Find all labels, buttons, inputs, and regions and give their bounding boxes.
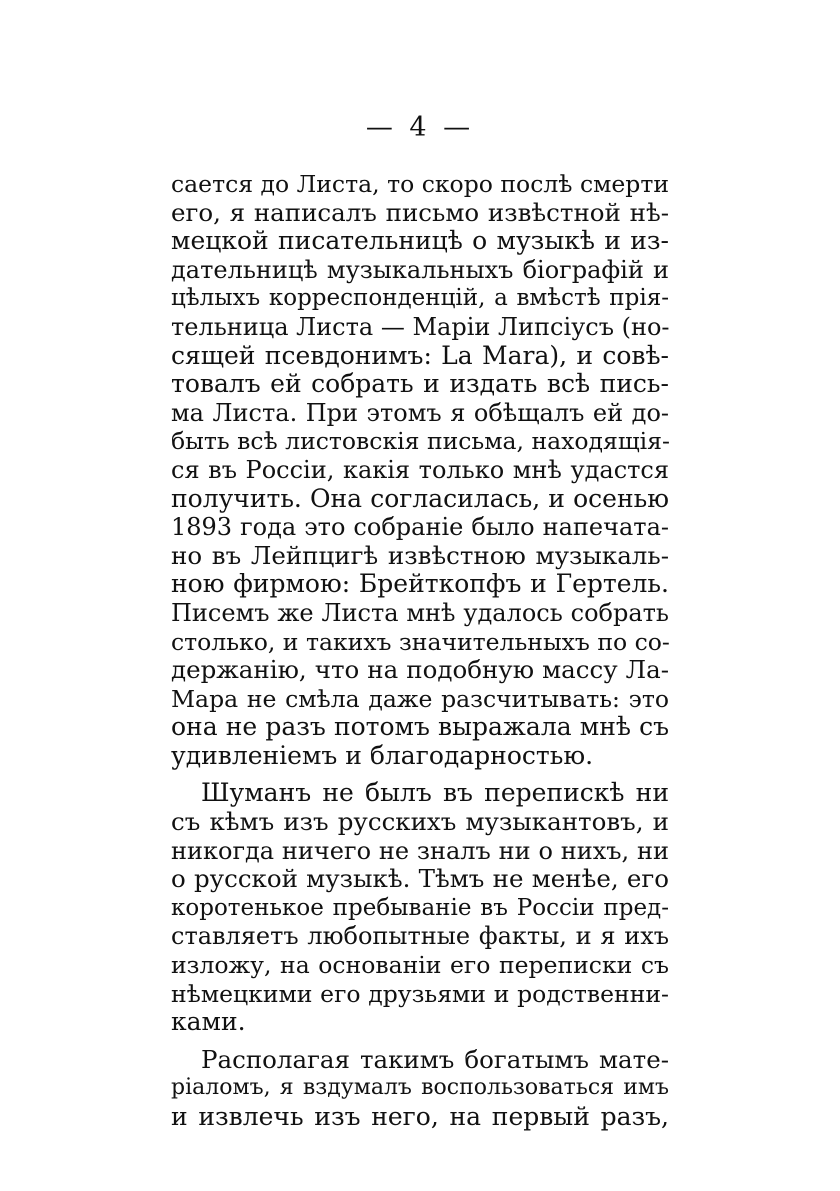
text-line: ками. xyxy=(171,1007,246,1037)
text-line: держанію, что на подобную массу Ла- xyxy=(171,655,669,685)
body-text xyxy=(171,170,669,1132)
text-line: удивленіемъ и благодарностью. xyxy=(171,740,594,770)
text-line: Писемъ же Листа мнѣ удалось собрать xyxy=(171,598,669,627)
text-line: его, я написалъ письмо извѣстной нѣ- xyxy=(171,197,669,227)
text-line: ріаломъ, я вздумалъ воспользоваться имъ xyxy=(171,1075,669,1101)
paragraph xyxy=(171,779,669,1036)
text-line: столько, и такихъ значительныхъ по со- xyxy=(171,627,670,656)
text-line: дательницѣ музыкальныхъ біографій и xyxy=(171,255,669,284)
text-line: ною фирмою: Брейткопфъ и Гертель. xyxy=(171,569,669,599)
text-line: она не разъ потомъ выражала мнѣ съ xyxy=(171,712,669,742)
text-line: мецкой писательницѣ о музыкѣ и из- xyxy=(171,226,669,256)
text-line: коротенькое пребываніе въ Россіи пред- xyxy=(171,894,669,921)
text-line: ма Листа. При этомъ я обѣщалъ ей до- xyxy=(171,398,669,427)
text-line: ставляетъ любопытные факты, и я ихъ xyxy=(171,922,669,951)
text-line: съ кѣмъ изъ русскихъ музыкантовъ, и xyxy=(171,807,669,837)
text-line: и извлечь изъ него, на первый разъ, xyxy=(171,1102,669,1131)
text-line: получить. Она согласилась, и осенью xyxy=(171,483,669,513)
text-line: изложу, на основаніи его переписки съ xyxy=(171,951,669,980)
text-line: товалъ ей собрать и издать всѣ пись- xyxy=(171,369,669,399)
text-line: о русской музыкѣ. Тѣмъ не менѣе, его xyxy=(171,864,669,894)
text-line: но въ Лейпцигѣ извѣстною музыкаль- xyxy=(171,540,669,570)
paragraph xyxy=(171,170,669,770)
text-line: Шуманъ не былъ въ перепискѣ ни xyxy=(201,778,669,808)
text-line: сящей псевдонимъ: La Mara), и совѣ- xyxy=(171,340,669,370)
text-line: нѣмецкими его друзьями и родственни- xyxy=(171,979,669,1008)
text-line: тельница Листа — Маріи Липсіусъ (но- xyxy=(171,312,670,341)
text-line: ся въ Россіи, какія только мнѣ удастся xyxy=(171,455,669,484)
paragraph xyxy=(171,1046,669,1132)
text-line: 1893 года это собраніе было напечата- xyxy=(171,513,669,542)
text-line: цѣлыхъ корреспонденцій, а вмѣстѣ прія- xyxy=(171,285,669,312)
text-line: сается до Листа, то скоро послѣ смерти xyxy=(171,170,669,198)
text-line: быть всѣ листовскія письма, находящія- xyxy=(171,427,670,456)
text-line: Мара не смѣла даже разсчитывать: это xyxy=(171,684,669,713)
page-number: — 4 — xyxy=(365,112,475,143)
text-line: Располагая такимъ богатымъ мате- xyxy=(201,1044,669,1074)
text-line: никогда ничего не зналъ ни о нихъ, ни xyxy=(171,836,669,865)
